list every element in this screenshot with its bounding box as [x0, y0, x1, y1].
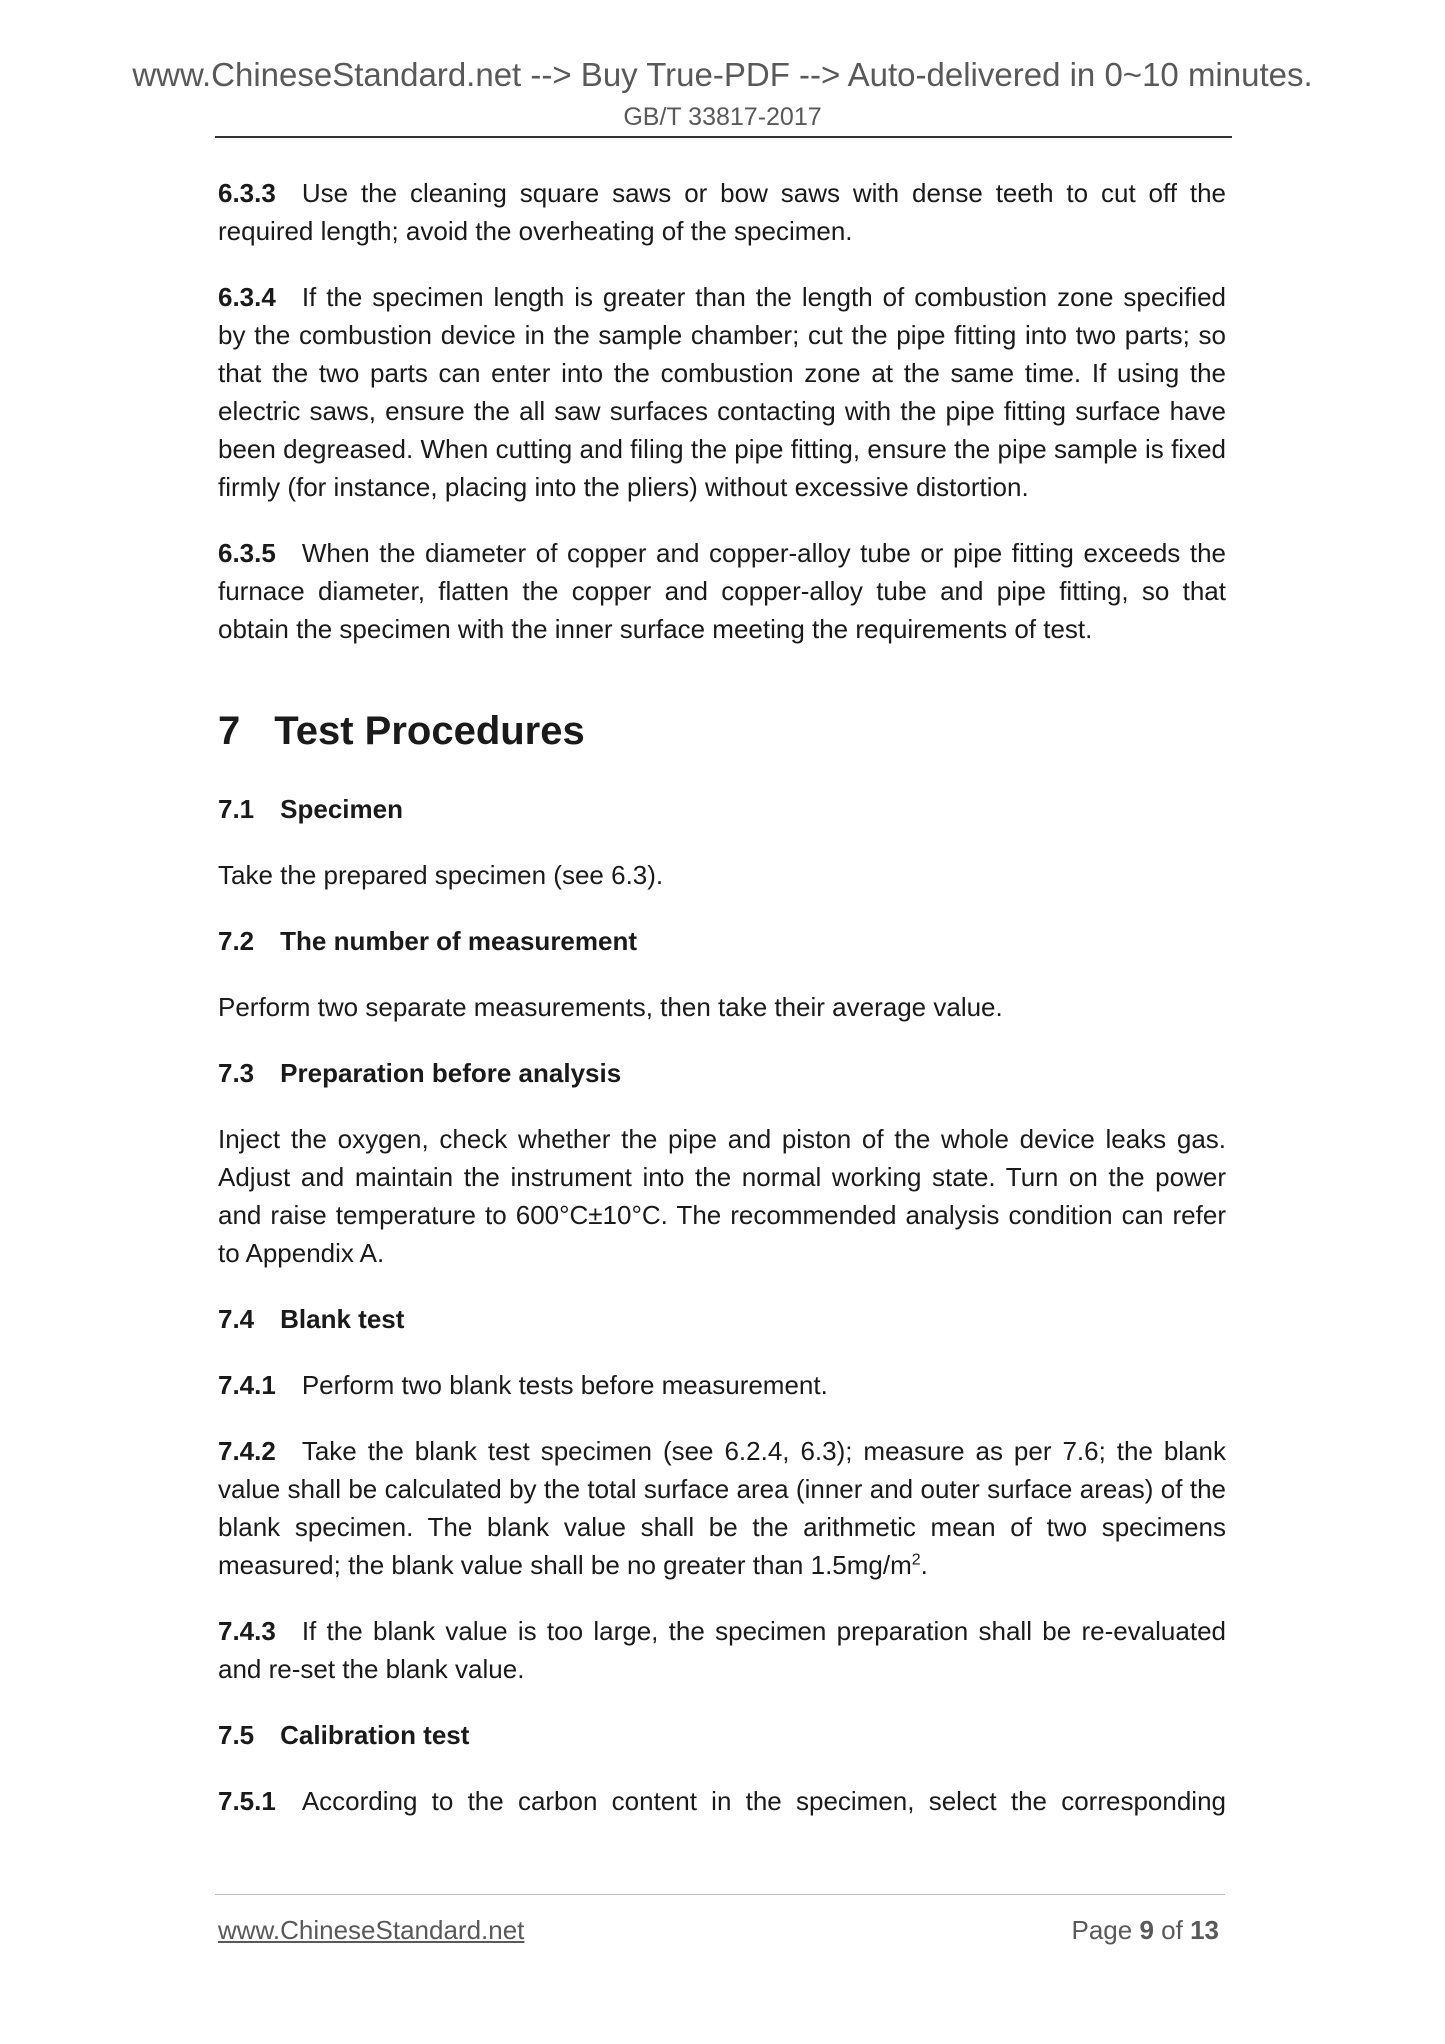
subsection-heading-7-2: [218, 922, 1226, 960]
clause-7-4-3: [218, 1612, 1226, 1688]
section-number: 7: [218, 709, 241, 753]
section-heading-7: [218, 706, 1226, 756]
clause-text: Take the blank test specimen (see 6.2.4, 6.3); measure as per 7.6; the blank value shall be calculated by the total surface area (inner and outer surface areas) of the blank specimen. The blank value shall be the arithmetic mean of two specimens measured; the blank value shall be no greater than 1.5mg/m: [218, 1436, 1226, 1580]
subsection-text-7-3: Inject the oxygen, check whether the pipe and piston of the whole device leaks gas. Adjust and maintain the instrument into the normal working state. Turn on the power and raise temperature to 600°C±10°C. The recommended analysis condition can refer to Appendix A.: [218, 1124, 1226, 1268]
page-indicator: [1071, 1915, 1219, 1946]
subsection-text-7-2: Perform two separate measurements, then take their average value.: [218, 992, 1003, 1022]
clause-text: According to the carbon content in the specimen, select the corresponding: [301, 1786, 1226, 1816]
subsection-number: 7.5: [218, 1720, 255, 1750]
subsection-number: 7.1: [218, 794, 255, 824]
subsection-title: Preparation before analysis: [280, 1058, 622, 1088]
clause-end: .: [920, 1550, 928, 1580]
clause-text: If the blank value is too large, the specimen preparation shall be re-evaluated and re-set the blank value.: [218, 1616, 1226, 1684]
superscript: 2: [911, 1551, 921, 1569]
subsection-title: The number of measurement: [280, 926, 638, 956]
subsection-heading-7-1: [218, 790, 1226, 828]
subsection-number: 7.3: [218, 1058, 255, 1088]
standard-number: GB/T 33817-2017: [623, 103, 822, 131]
subsection-title: Specimen: [280, 794, 403, 824]
subsection-title: Blank test: [280, 1304, 405, 1334]
clause-text: When the diameter of copper and copper-alloy tube or pipe fitting exceeds the furnace diameter, flatten the copper and copper-alloy tube and pipe fitting, so that obtain the specimen with the inner surface meeting the requirements of test.: [218, 538, 1226, 644]
clause-number: 6.3.5: [218, 538, 276, 568]
header-divider: [215, 136, 1232, 138]
footer-site-link[interactable]: www.ChineseStandard.net: [218, 1915, 525, 1945]
subsection-heading-7-4: [218, 1300, 1226, 1338]
clause-number: 7.4.2: [218, 1436, 276, 1466]
clause-7-5-1: [218, 1782, 1226, 1820]
clause-text: Perform two blank tests before measurement.: [301, 1370, 828, 1400]
subsection-heading-7-5: [218, 1716, 1226, 1754]
page-total: 13: [1190, 1915, 1219, 1945]
document-body: [218, 174, 1226, 1848]
footer-divider: [215, 1894, 1225, 1895]
subsection-title: Calibration test: [280, 1720, 470, 1750]
header-banner: www.ChineseStandard.net --> Buy True-PDF --> Auto-delivered in 0~10 minutes.: [132, 56, 1313, 93]
subsection-heading-7-3: [218, 1054, 1226, 1092]
clause-6-3-4: [218, 278, 1226, 506]
page-of: of: [1161, 1915, 1183, 1945]
subsection-text-7-1: Take the prepared specimen (see 6.3).: [218, 860, 664, 890]
subsection-number: 7.2: [218, 926, 255, 956]
clause-7-4-1: [218, 1366, 1226, 1404]
clause-6-3-3: [218, 174, 1226, 250]
clause-text: If the specimen length is greater than the length of combustion zone specified by the combustion device in the sample chamber; cut the pipe fitting into two parts; so that the two parts can enter into the combustion zone at the same time. If using the electric saws, ensure the all saw surfaces contacting with the pipe fitting surface have been degreased. When cutting and filing the pipe fitting, ensure the pipe sample is fixed firmly (for instance, placing into the pliers) without excessive distortion.: [218, 282, 1226, 502]
page-current: 9: [1139, 1915, 1154, 1945]
clause-number: 7.5.1: [218, 1786, 276, 1816]
clause-text: Use the cleaning square saws or bow saws with dense teeth to cut off the required length; avoid the overheating of the specimen.: [218, 178, 1226, 246]
clause-7-4-2: [218, 1432, 1226, 1584]
subsection-number: 7.4: [218, 1304, 255, 1334]
clause-number: 7.4.3: [218, 1616, 276, 1646]
clause-number: 7.4.1: [218, 1370, 276, 1400]
page-label: Page: [1071, 1915, 1133, 1945]
section-title: Test Procedures: [274, 709, 585, 753]
clause-6-3-5: [218, 534, 1226, 648]
clause-number: 6.3.3: [218, 178, 276, 208]
clause-number: 6.3.4: [218, 282, 276, 312]
